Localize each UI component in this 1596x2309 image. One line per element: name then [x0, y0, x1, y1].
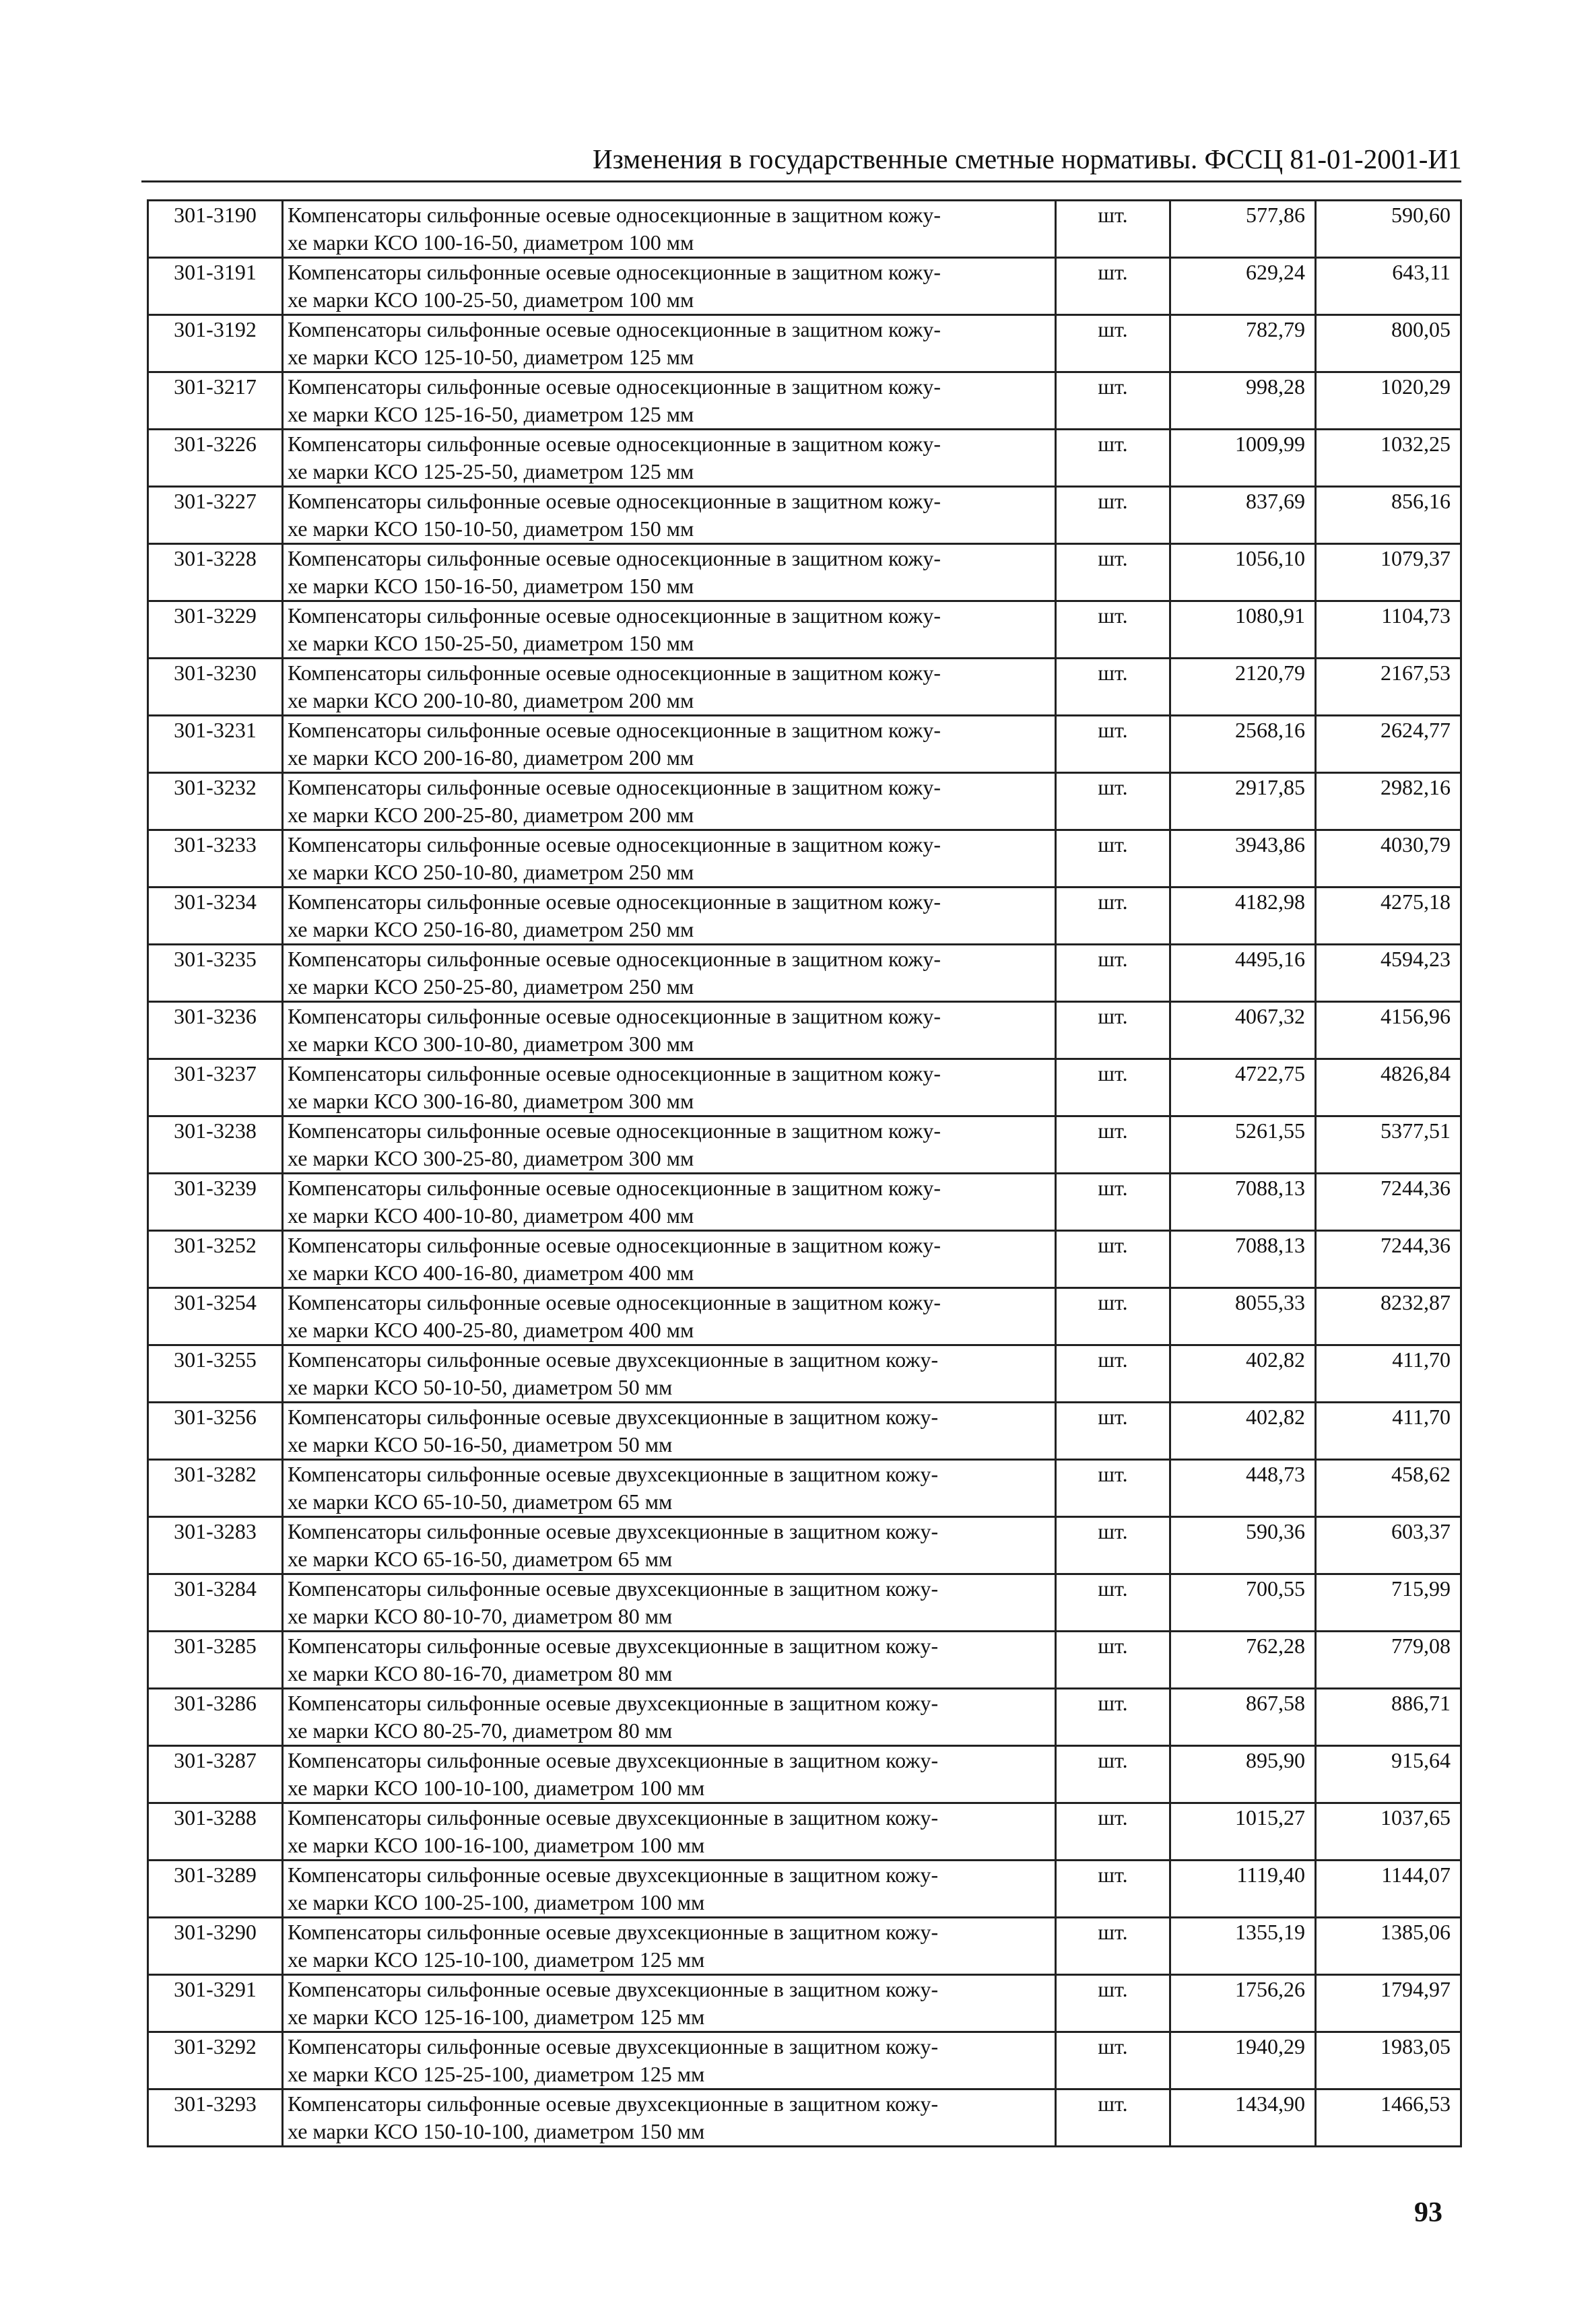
row-description	[283, 2032, 1056, 2089]
row-price-2: 4275,18	[1316, 888, 1461, 945]
row-code: 301-3192	[148, 315, 283, 372]
description-line-2: хе марки КСО 150-25-50, диаметром 150 мм	[288, 631, 694, 655]
row-unit: шт.	[1056, 1231, 1170, 1288]
table-row	[148, 1689, 1461, 1746]
row-description	[283, 716, 1056, 773]
description-line-2: хе марки КСО 150-10-50, диаметром 150 мм	[288, 516, 694, 541]
table-row	[148, 830, 1461, 888]
description-line-2: хе марки КСО 400-10-80, диаметром 400 мм	[288, 1203, 694, 1228]
description-line-1: Компенсаторы сильфонные осевые двухсекционные в защитном кожу-	[288, 1405, 939, 1429]
row-price-1: 2120,79	[1170, 659, 1316, 716]
table-row	[148, 716, 1461, 773]
description-line-1: Компенсаторы сильфонные осевые двухсекционные в защитном кожу-	[288, 1462, 939, 1486]
row-price-1: 4722,75	[1170, 1059, 1316, 1116]
row-code: 301-3190	[148, 201, 283, 258]
description-line-1: Компенсаторы сильфонные осевые двухсекционные в защитном кожу-	[288, 2092, 939, 2116]
description-line-1: Компенсаторы сильфонные осевые односекционные в защитном кожу-	[288, 546, 941, 570]
row-unit: шт.	[1056, 601, 1170, 659]
row-unit: шт.	[1056, 1460, 1170, 1517]
row-unit: шт.	[1056, 487, 1170, 544]
description-line-1: Компенсаторы сильфонные осевые односекционные в защитном кожу-	[288, 317, 941, 341]
row-unit: шт.	[1056, 1002, 1170, 1059]
row-description	[283, 1689, 1056, 1746]
row-price-2: 8232,87	[1316, 1288, 1461, 1345]
description-line-1: Компенсаторы сильфонные осевые односекционные в защитном кожу-	[288, 603, 941, 628]
row-price-1: 4182,98	[1170, 888, 1316, 945]
row-code: 301-3230	[148, 659, 283, 716]
row-price-1: 895,90	[1170, 1746, 1316, 1803]
row-unit: шт.	[1056, 315, 1170, 372]
row-code: 301-3286	[148, 1689, 283, 1746]
table-row	[148, 1632, 1461, 1689]
row-description	[283, 430, 1056, 487]
row-price-1: 867,58	[1170, 1689, 1316, 1746]
description-line-2: хе марки КСО 200-16-80, диаметром 200 мм	[288, 745, 694, 770]
table-row	[148, 315, 1461, 372]
table-row	[148, 601, 1461, 659]
table-row	[148, 2089, 1461, 2147]
row-unit: шт.	[1056, 1746, 1170, 1803]
row-price-2: 1466,53	[1316, 2089, 1461, 2147]
row-price-2: 779,08	[1316, 1632, 1461, 1689]
row-unit: шт.	[1056, 1174, 1170, 1231]
row-price-1: 4067,32	[1170, 1002, 1316, 1059]
row-description	[283, 1517, 1056, 1574]
row-code: 301-3293	[148, 2089, 283, 2147]
row-description	[283, 1861, 1056, 1918]
row-price-2: 603,37	[1316, 1517, 1461, 1574]
description-line-2: хе марки КСО 65-16-50, диаметром 65 мм	[288, 1547, 673, 1571]
row-price-2: 1037,65	[1316, 1803, 1461, 1861]
table-row	[148, 659, 1461, 716]
table-row	[148, 1918, 1461, 1975]
description-line-1: Компенсаторы сильфонные осевые односекционные в защитном кожу-	[288, 1176, 941, 1200]
row-price-1: 4495,16	[1170, 945, 1316, 1002]
description-line-2: хе марки КСО 200-25-80, диаметром 200 мм	[288, 803, 694, 827]
row-price-2: 2624,77	[1316, 716, 1461, 773]
description-line-1: Компенсаторы сильфонные осевые односекционные в защитном кожу-	[288, 1233, 941, 1257]
row-description	[283, 1059, 1056, 1116]
table-row	[148, 372, 1461, 430]
row-code: 301-3238	[148, 1116, 283, 1174]
description-line-1: Компенсаторы сильфонные осевые двухсекционные в защитном кожу-	[288, 2034, 939, 2059]
row-code: 301-3226	[148, 430, 283, 487]
row-unit: шт.	[1056, 1288, 1170, 1345]
table-row	[148, 487, 1461, 544]
row-code: 301-3239	[148, 1174, 283, 1231]
description-line-2: хе марки КСО 200-10-80, диаметром 200 мм	[288, 688, 694, 712]
row-price-2: 590,60	[1316, 201, 1461, 258]
table-row	[148, 1803, 1461, 1861]
table-row	[148, 1746, 1461, 1803]
row-description	[283, 487, 1056, 544]
row-price-2: 1079,37	[1316, 544, 1461, 601]
description-line-1: Компенсаторы сильфонные осевые односекционные в защитном кожу-	[288, 1004, 941, 1028]
row-code: 301-3252	[148, 1231, 283, 1288]
row-price-2: 458,62	[1316, 1460, 1461, 1517]
row-unit: шт.	[1056, 945, 1170, 1002]
row-description	[283, 601, 1056, 659]
row-price-1: 448,73	[1170, 1460, 1316, 1517]
row-price-2: 886,71	[1316, 1689, 1461, 1746]
table-row	[148, 258, 1461, 315]
table-row	[148, 1403, 1461, 1460]
description-line-1: Компенсаторы сильфонные осевые односекционные в защитном кожу-	[288, 890, 941, 914]
row-code: 301-3284	[148, 1574, 283, 1632]
description-line-2: хе марки КСО 100-25-50, диаметром 100 мм	[288, 288, 694, 312]
row-description	[283, 1975, 1056, 2032]
row-code: 301-3285	[148, 1632, 283, 1689]
row-price-1: 7088,13	[1170, 1174, 1316, 1231]
description-line-1: Компенсаторы сильфонные осевые односекционные в защитном кожу-	[288, 260, 941, 284]
row-unit: шт.	[1056, 659, 1170, 716]
row-unit: шт.	[1056, 1116, 1170, 1174]
row-description	[283, 315, 1056, 372]
description-line-1: Компенсаторы сильфонные осевые двухсекционные в защитном кожу-	[288, 1977, 939, 2001]
description-line-1: Компенсаторы сильфонные осевые двухсекционные в защитном кожу-	[288, 1748, 939, 1772]
row-price-1: 782,79	[1170, 315, 1316, 372]
row-code: 301-3217	[148, 372, 283, 430]
row-price-1: 7088,13	[1170, 1231, 1316, 1288]
description-line-1: Компенсаторы сильфонные осевые односекционные в защитном кожу-	[288, 947, 941, 971]
row-price-2: 856,16	[1316, 487, 1461, 544]
row-unit: шт.	[1056, 830, 1170, 888]
table-row	[148, 544, 1461, 601]
row-code: 301-3283	[148, 1517, 283, 1574]
row-price-1: 762,28	[1170, 1632, 1316, 1689]
description-line-1: Компенсаторы сильфонные осевые односекционные в защитном кожу-	[288, 432, 941, 456]
row-unit: шт.	[1056, 1918, 1170, 1975]
description-line-2: хе марки КСО 80-16-70, диаметром 80 мм	[288, 1661, 673, 1685]
row-price-1: 402,82	[1170, 1403, 1316, 1460]
description-line-1: Компенсаторы сильфонные осевые двухсекционные в защитном кожу-	[288, 1920, 939, 1944]
row-price-1: 1940,29	[1170, 2032, 1316, 2089]
table-row	[148, 1861, 1461, 1918]
row-description	[283, 1288, 1056, 1345]
description-line-2: хе марки КСО 150-10-100, диаметром 150 мм	[288, 2119, 705, 2143]
row-price-2: 800,05	[1316, 315, 1461, 372]
row-code: 301-3282	[148, 1460, 283, 1517]
table-row	[148, 773, 1461, 830]
row-price-1: 1355,19	[1170, 1918, 1316, 1975]
description-line-2: хе марки КСО 80-10-70, диаметром 80 мм	[288, 1604, 673, 1628]
row-code: 301-3229	[148, 601, 283, 659]
row-description	[283, 1174, 1056, 1231]
row-code: 301-3254	[148, 1288, 283, 1345]
description-line-2: хе марки КСО 125-16-50, диаметром 125 мм	[288, 402, 694, 426]
row-price-1: 1009,99	[1170, 430, 1316, 487]
row-price-2: 1794,97	[1316, 1975, 1461, 2032]
description-line-1: Компенсаторы сильфонные осевые односекционные в защитном кожу-	[288, 718, 941, 742]
row-price-1: 2568,16	[1170, 716, 1316, 773]
row-unit: шт.	[1056, 430, 1170, 487]
row-code: 301-3289	[148, 1861, 283, 1918]
row-description	[283, 1632, 1056, 1689]
table-body	[148, 201, 1461, 2147]
row-price-1: 3943,86	[1170, 830, 1316, 888]
row-description	[283, 544, 1056, 601]
row-unit: шт.	[1056, 201, 1170, 258]
row-code: 301-3228	[148, 544, 283, 601]
row-code: 301-3291	[148, 1975, 283, 2032]
description-line-2: хе марки КСО 300-16-80, диаметром 300 мм	[288, 1089, 694, 1113]
row-description	[283, 1231, 1056, 1288]
row-description	[283, 1803, 1056, 1861]
description-line-2: хе марки КСО 100-25-100, диаметром 100 мм	[288, 1890, 705, 1914]
row-price-2: 4826,84	[1316, 1059, 1461, 1116]
row-description	[283, 2089, 1056, 2147]
row-price-1: 8055,33	[1170, 1288, 1316, 1345]
description-line-1: Компенсаторы сильфонные осевые односекционные в защитном кожу-	[288, 1118, 941, 1143]
row-code: 301-3233	[148, 830, 283, 888]
row-price-2: 715,99	[1316, 1574, 1461, 1632]
row-price-1: 998,28	[1170, 372, 1316, 430]
description-line-2: хе марки КСО 100-10-100, диаметром 100 мм	[288, 1776, 705, 1800]
row-price-1: 1015,27	[1170, 1803, 1316, 1861]
row-description	[283, 1460, 1056, 1517]
price-table	[147, 199, 1462, 2147]
description-line-2: хе марки КСО 65-10-50, диаметром 65 мм	[288, 1490, 673, 1514]
row-description	[283, 201, 1056, 258]
row-description	[283, 258, 1056, 315]
row-price-2: 1032,25	[1316, 430, 1461, 487]
row-price-1: 577,86	[1170, 201, 1316, 258]
row-price-1: 590,36	[1170, 1517, 1316, 1574]
row-price-2: 7244,36	[1316, 1231, 1461, 1288]
row-description	[283, 1746, 1056, 1803]
row-code: 301-3231	[148, 716, 283, 773]
description-line-1: Компенсаторы сильфонные осевые двухсекционные в защитном кожу-	[288, 1863, 939, 1887]
row-code: 301-3255	[148, 1345, 283, 1403]
description-line-2: хе марки КСО 125-25-50, диаметром 125 мм	[288, 459, 694, 483]
row-unit: шт.	[1056, 1574, 1170, 1632]
description-line-1: Компенсаторы сильфонные осевые односекционные в защитном кожу-	[288, 203, 941, 227]
row-description	[283, 945, 1056, 1002]
row-price-1: 1756,26	[1170, 1975, 1316, 2032]
row-unit: шт.	[1056, 1861, 1170, 1918]
description-line-2: хе марки КСО 400-25-80, диаметром 400 мм	[288, 1318, 694, 1342]
table-row	[148, 1059, 1461, 1116]
row-unit: шт.	[1056, 1059, 1170, 1116]
table-row	[148, 1517, 1461, 1574]
description-line-2: хе марки КСО 125-25-100, диаметром 125 мм	[288, 2062, 705, 2086]
row-description	[283, 773, 1056, 830]
row-description	[283, 830, 1056, 888]
row-price-1: 1080,91	[1170, 601, 1316, 659]
table-row	[148, 1460, 1461, 1517]
description-line-1: Компенсаторы сильфонные осевые двухсекционные в защитном кожу-	[288, 1691, 939, 1715]
row-unit: шт.	[1056, 544, 1170, 601]
description-line-1: Компенсаторы сильфонные осевые односекционные в защитном кожу-	[288, 374, 941, 399]
row-code: 301-3292	[148, 2032, 283, 2089]
row-code: 301-3256	[148, 1403, 283, 1460]
description-line-2: хе марки КСО 125-16-100, диаметром 125 мм	[288, 2005, 705, 2029]
row-price-1: 1119,40	[1170, 1861, 1316, 1918]
row-unit: шт.	[1056, 1345, 1170, 1403]
table-row	[148, 1002, 1461, 1059]
row-price-2: 4156,96	[1316, 1002, 1461, 1059]
row-price-1: 629,24	[1170, 258, 1316, 315]
table-row	[148, 1345, 1461, 1403]
row-code: 301-3288	[148, 1803, 283, 1861]
row-price-2: 411,70	[1316, 1403, 1461, 1460]
row-unit: шт.	[1056, 1403, 1170, 1460]
description-line-2: хе марки КСО 100-16-100, диаметром 100 мм	[288, 1833, 705, 1857]
row-code: 301-3237	[148, 1059, 283, 1116]
table-row	[148, 1116, 1461, 1174]
row-price-2: 1020,29	[1316, 372, 1461, 430]
description-line-1: Компенсаторы сильфонные осевые двухсекционные в защитном кожу-	[288, 1634, 939, 1658]
row-unit: шт.	[1056, 716, 1170, 773]
row-price-1: 837,69	[1170, 487, 1316, 544]
description-line-2: хе марки КСО 80-25-70, диаметром 80 мм	[288, 1718, 673, 1743]
row-unit: шт.	[1056, 888, 1170, 945]
row-unit: шт.	[1056, 1975, 1170, 2032]
table-row	[148, 1975, 1461, 2032]
row-code: 301-3236	[148, 1002, 283, 1059]
row-description	[283, 1002, 1056, 1059]
row-code: 301-3235	[148, 945, 283, 1002]
row-description	[283, 1345, 1056, 1403]
row-code: 301-3234	[148, 888, 283, 945]
table-row	[148, 1574, 1461, 1632]
row-description	[283, 888, 1056, 945]
description-line-1: Компенсаторы сильфонные осевые односекционные в защитном кожу-	[288, 1290, 941, 1314]
row-price-2: 1144,07	[1316, 1861, 1461, 1918]
row-price-1: 2917,85	[1170, 773, 1316, 830]
page-number: 93	[1414, 2197, 1442, 2228]
header-rule	[141, 180, 1461, 182]
description-line-1: Компенсаторы сильфонные осевые двухсекционные в защитном кожу-	[288, 1805, 939, 1830]
description-line-2: хе марки КСО 100-16-50, диаметром 100 мм	[288, 230, 694, 255]
row-price-1: 5261,55	[1170, 1116, 1316, 1174]
description-line-1: Компенсаторы сильфонные осевые односекционные в защитном кожу-	[288, 1061, 941, 1085]
description-line-2: хе марки КСО 50-10-50, диаметром 50 мм	[288, 1375, 673, 1399]
row-description	[283, 659, 1056, 716]
description-line-1: Компенсаторы сильфонные осевые односекционные в защитном кожу-	[288, 832, 941, 857]
row-price-1: 402,82	[1170, 1345, 1316, 1403]
row-price-2: 1385,06	[1316, 1918, 1461, 1975]
row-unit: шт.	[1056, 1689, 1170, 1746]
description-line-1: Компенсаторы сильфонные осевые двухсекционные в защитном кожу-	[288, 1347, 939, 1372]
row-code: 301-3227	[148, 487, 283, 544]
description-line-2: хе марки КСО 250-25-80, диаметром 250 мм	[288, 974, 694, 999]
row-unit: шт.	[1056, 773, 1170, 830]
description-line-2: хе марки КСО 250-16-80, диаметром 250 мм	[288, 917, 694, 941]
row-unit: шт.	[1056, 372, 1170, 430]
row-unit: шт.	[1056, 1632, 1170, 1689]
row-code: 301-3290	[148, 1918, 283, 1975]
row-price-2: 1104,73	[1316, 601, 1461, 659]
description-line-2: хе марки КСО 150-16-50, диаметром 150 мм	[288, 574, 694, 598]
description-line-2: хе марки КСО 250-10-80, диаметром 250 мм	[288, 860, 694, 884]
row-unit: шт.	[1056, 258, 1170, 315]
row-code: 301-3287	[148, 1746, 283, 1803]
row-price-2: 5377,51	[1316, 1116, 1461, 1174]
row-code: 301-3191	[148, 258, 283, 315]
row-description	[283, 1116, 1056, 1174]
table-row	[148, 430, 1461, 487]
table-row	[148, 201, 1461, 258]
row-unit: шт.	[1056, 2089, 1170, 2147]
description-line-2: хе марки КСО 125-10-50, диаметром 125 мм	[288, 345, 694, 369]
table-row	[148, 1288, 1461, 1345]
description-line-1: Компенсаторы сильфонные осевые односекционные в защитном кожу-	[288, 775, 941, 799]
row-price-2: 7244,36	[1316, 1174, 1461, 1231]
table-row	[148, 2032, 1461, 2089]
description-line-1: Компенсаторы сильфонные осевые двухсекционные в защитном кожу-	[288, 1519, 939, 1543]
row-price-1: 1434,90	[1170, 2089, 1316, 2147]
table-row	[148, 888, 1461, 945]
row-code: 301-3232	[148, 773, 283, 830]
row-unit: шт.	[1056, 1517, 1170, 1574]
description-line-1: Компенсаторы сильфонные осевые односекционные в защитном кожу-	[288, 489, 941, 513]
description-line-2: хе марки КСО 125-10-100, диаметром 125 мм	[288, 1947, 705, 1972]
table-row	[148, 1174, 1461, 1231]
description-line-2: хе марки КСО 400-16-80, диаметром 400 мм	[288, 1261, 694, 1285]
row-unit: шт.	[1056, 1803, 1170, 1861]
row-price-2: 2982,16	[1316, 773, 1461, 830]
row-price-1: 700,55	[1170, 1574, 1316, 1632]
row-price-2: 411,70	[1316, 1345, 1461, 1403]
row-description	[283, 1403, 1056, 1460]
row-price-2: 1983,05	[1316, 2032, 1461, 2089]
description-line-1: Компенсаторы сильфонные осевые двухсекционные в защитном кожу-	[288, 1576, 939, 1601]
description-line-2: хе марки КСО 50-16-50, диаметром 50 мм	[288, 1432, 673, 1457]
table-row	[148, 945, 1461, 1002]
row-price-2: 2167,53	[1316, 659, 1461, 716]
row-unit: шт.	[1056, 2032, 1170, 2089]
page-header: Изменения в государственные сметные нормативы. ФССЦ 81-01-2001-И1	[593, 143, 1462, 174]
row-price-2: 643,11	[1316, 258, 1461, 315]
row-price-2: 915,64	[1316, 1746, 1461, 1803]
row-price-2: 4594,23	[1316, 945, 1461, 1002]
row-price-1: 1056,10	[1170, 544, 1316, 601]
description-line-2: хе марки КСО 300-10-80, диаметром 300 мм	[288, 1032, 694, 1056]
description-line-2: хе марки КСО 300-25-80, диаметром 300 мм	[288, 1146, 694, 1170]
row-description	[283, 1918, 1056, 1975]
row-description	[283, 372, 1056, 430]
row-description	[283, 1574, 1056, 1632]
description-line-1: Компенсаторы сильфонные осевые односекционные в защитном кожу-	[288, 661, 941, 685]
row-price-2: 4030,79	[1316, 830, 1461, 888]
table-row	[148, 1231, 1461, 1288]
